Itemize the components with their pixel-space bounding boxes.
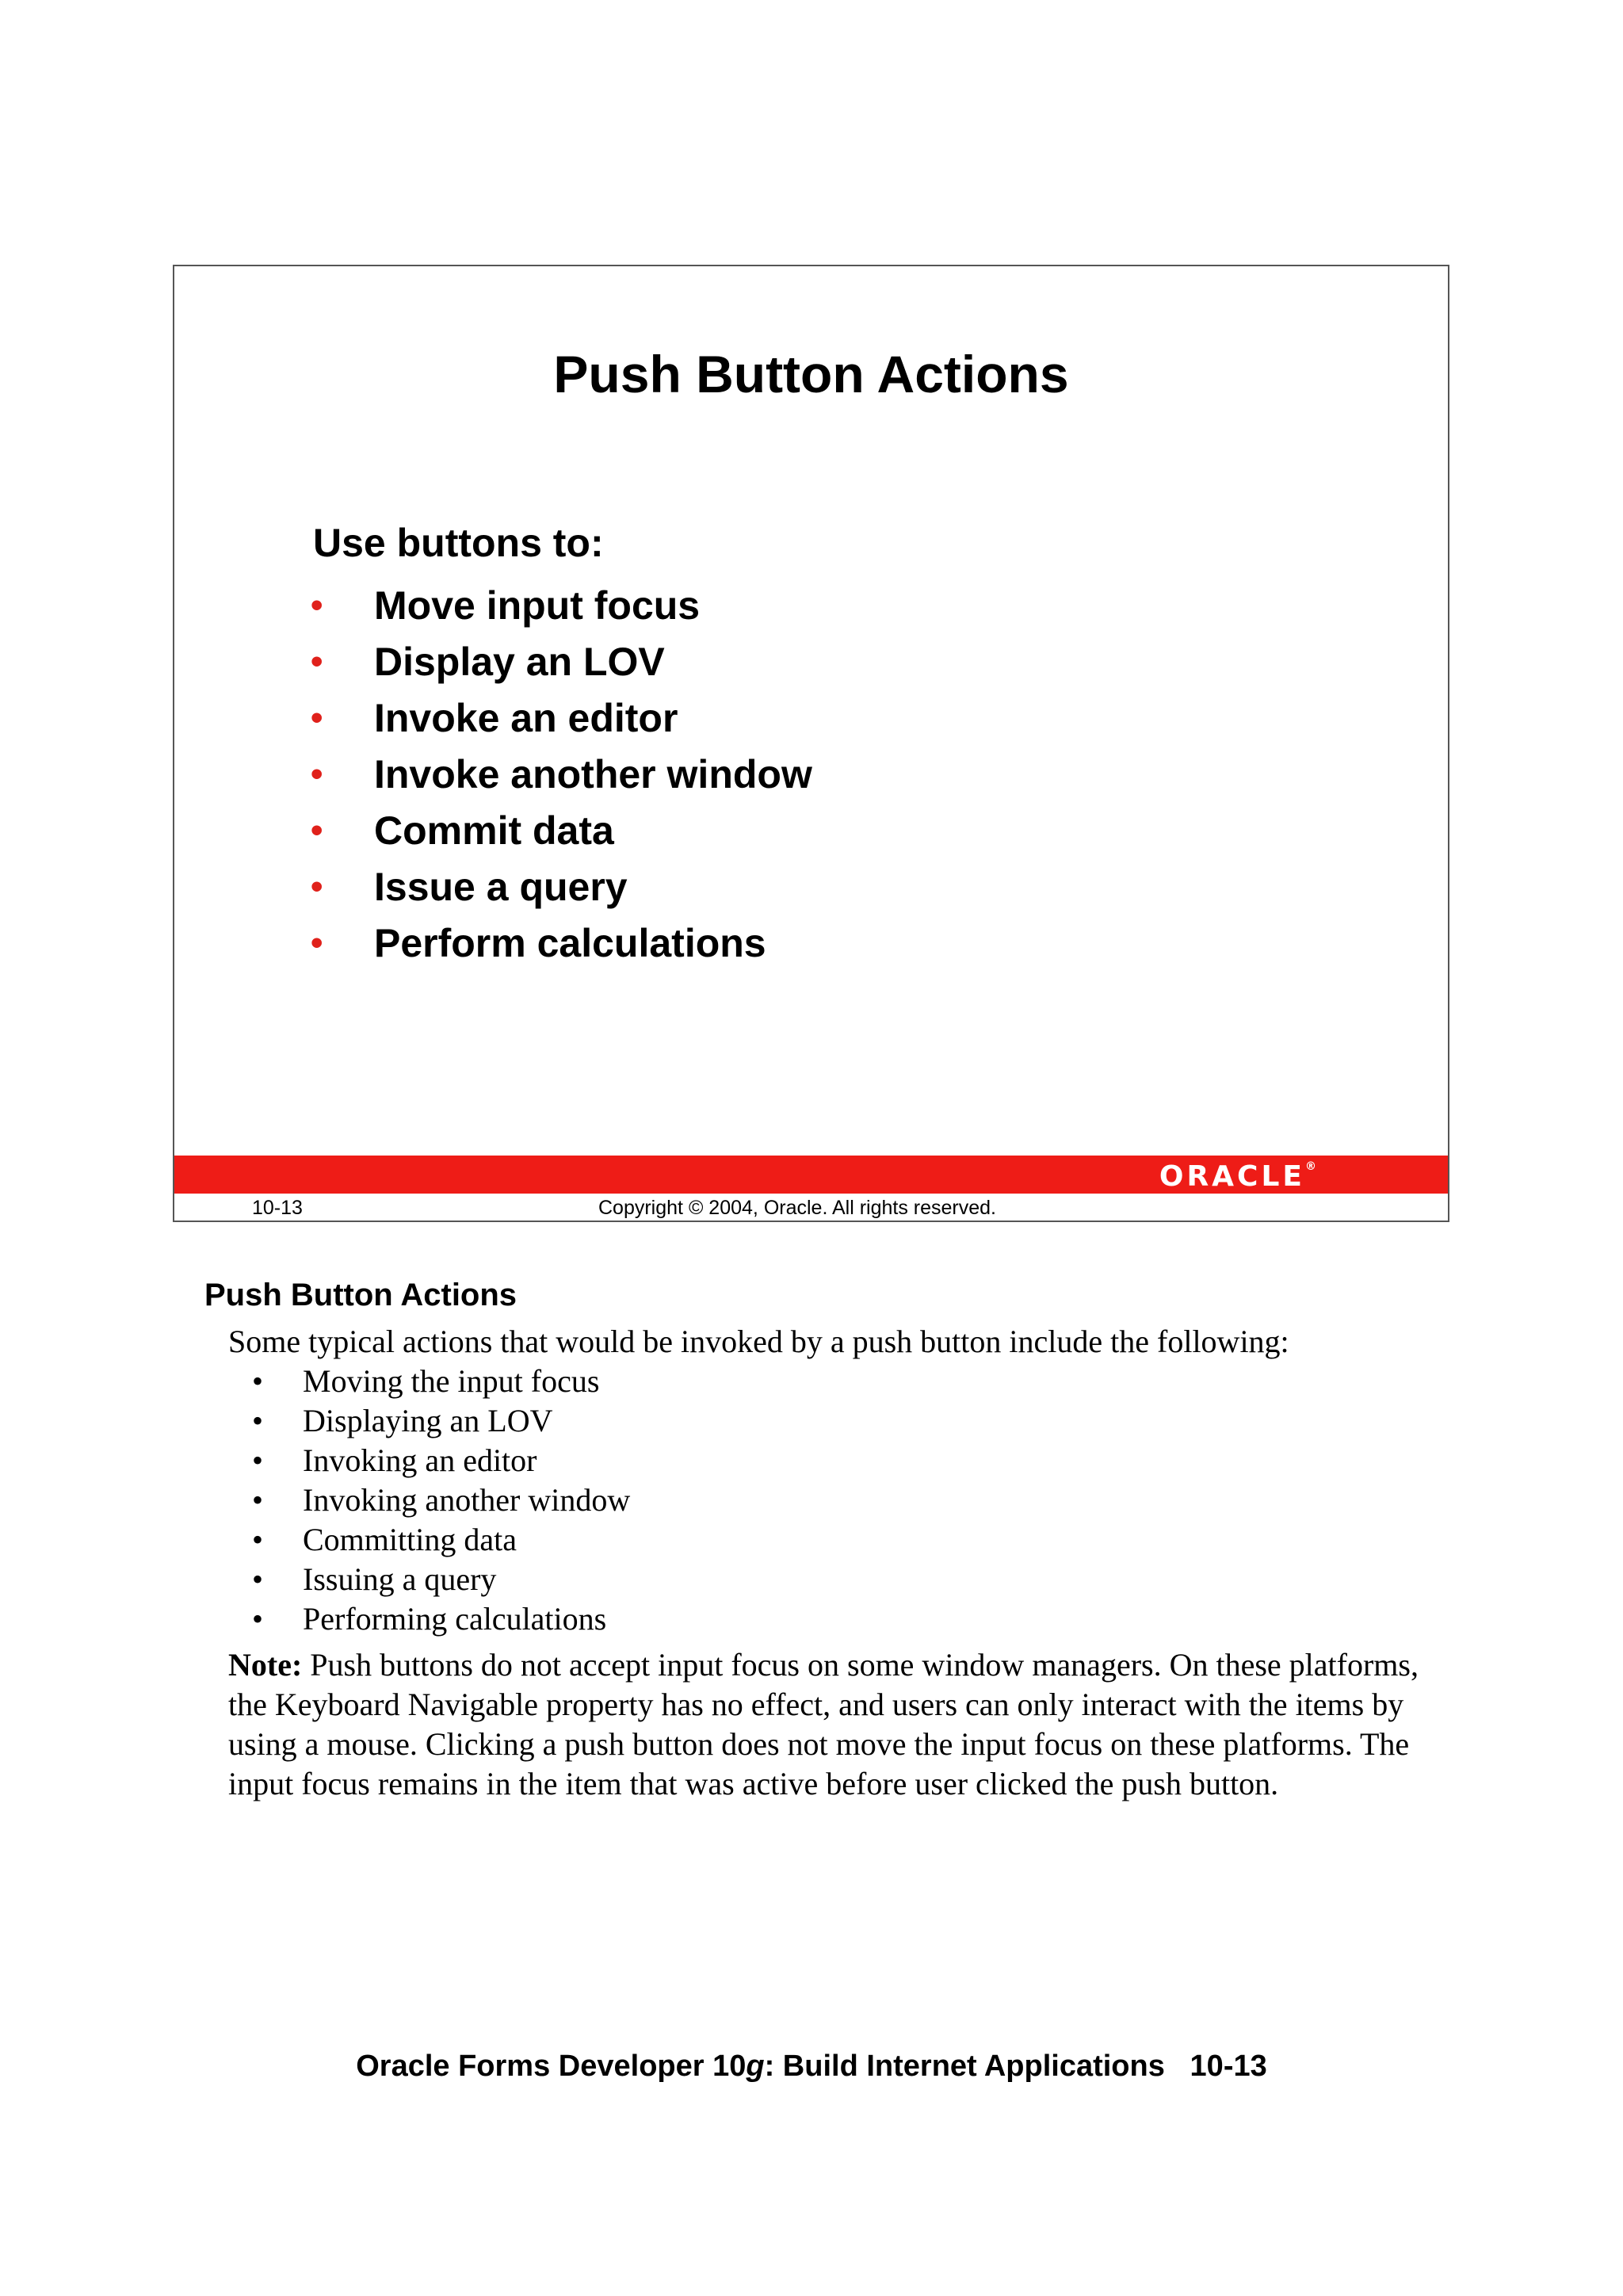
bullet-icon: •: [252, 1561, 264, 1597]
slide-bullet-text: Move input focus: [374, 583, 701, 628]
bullet-icon: •: [311, 754, 323, 793]
bullet-icon: •: [311, 585, 323, 625]
bullet-icon: •: [252, 1522, 264, 1557]
notes-list-item: [228, 1362, 1449, 1401]
notes-item-text: Performing calculations: [303, 1601, 607, 1637]
slide-bullet-text: Commit data: [374, 808, 614, 853]
notes-list: [228, 1362, 1449, 1639]
bullet-icon: •: [252, 1482, 264, 1518]
page-footer: [0, 2050, 1623, 2084]
slide-brand-bar: [174, 1156, 1448, 1194]
slide-bullet-item: [311, 802, 812, 858]
notes-list-item: [228, 1480, 1449, 1520]
slide-copyright: Copyright © 2004, Oracle. All rights reserved.: [598, 1197, 996, 1219]
slide-bullet-item: [311, 915, 812, 971]
notes-heading: Push Button Actions: [204, 1278, 517, 1312]
footer-title-suffix: : Build Internet Applications: [764, 2050, 1165, 2083]
slide-bullet-item: [311, 577, 812, 633]
bullet-icon: •: [252, 1363, 264, 1399]
bullet-icon: •: [311, 923, 323, 962]
notes-item-text: Moving the input focus: [303, 1363, 600, 1399]
registered-mark: ®: [1305, 1160, 1316, 1173]
slide-bullet-text: Display an LOV: [374, 639, 665, 684]
slide-bullet-item: [311, 690, 812, 746]
notes-body: [228, 1322, 1449, 1804]
slide-bullet-item: [311, 858, 812, 915]
oracle-logo-text: ORACLE: [1159, 1160, 1305, 1193]
notes-list-item: [228, 1401, 1449, 1441]
slide-bullet-list: [311, 577, 812, 971]
note-text: Push buttons do not accept input focus on some window managers. On these platforms, the Keyboard Navigable property has no effect, and users can only interact with the items by using a mouse. Clicking a push button does not move the input focus on these platforms. The input focus remains in the item that was active before user clicked the push button.: [228, 1647, 1419, 1801]
notes-item-text: Displaying an LOV: [303, 1403, 553, 1438]
slide-bullet-item: [311, 746, 812, 802]
notes-intro: Some typical actions that would be invoked by a push button include the following:: [228, 1324, 1289, 1359]
slide-lead: Use buttons to:: [313, 521, 604, 565]
slide-frame: [173, 265, 1449, 1222]
notes-list-item: [228, 1599, 1449, 1639]
slide-number: 10-13: [252, 1197, 303, 1219]
slide-footer: [174, 1194, 1448, 1222]
bullet-icon: •: [311, 641, 323, 681]
oracle-logo: [1159, 1160, 1316, 1193]
notes-item-text: Invoking another window: [303, 1482, 631, 1518]
bullet-icon: •: [311, 697, 323, 737]
note-label: Note:: [228, 1647, 303, 1683]
notes-list-item: [228, 1560, 1449, 1599]
bullet-icon: •: [252, 1601, 264, 1637]
slide-title: Push Button Actions: [553, 345, 1069, 403]
footer-title-prefix: Oracle Forms Developer 10: [356, 2050, 747, 2083]
notes-item-text: Committing data: [303, 1522, 517, 1557]
bullet-icon: •: [252, 1403, 264, 1438]
notes-item-text: Issuing a query: [303, 1561, 497, 1597]
notes-item-text: Invoking an editor: [303, 1442, 537, 1478]
slide-bullet-item: [311, 633, 812, 690]
footer-title-italic: g: [746, 2050, 765, 2083]
bullet-icon: •: [311, 866, 323, 906]
notes-list-item: [228, 1441, 1449, 1480]
footer-page-number: 10-13: [1190, 2050, 1267, 2083]
notes-list-item: [228, 1520, 1449, 1560]
slide-bullet-text: Invoke another window: [374, 751, 812, 797]
bullet-icon: •: [311, 810, 323, 850]
slide-bullet-text: Perform calculations: [374, 920, 766, 965]
bullet-icon: •: [252, 1442, 264, 1478]
note-paragraph: [228, 1645, 1449, 1804]
slide-bullet-text: Invoke an editor: [374, 695, 678, 740]
slide-bullet-text: Issue a query: [374, 864, 628, 909]
